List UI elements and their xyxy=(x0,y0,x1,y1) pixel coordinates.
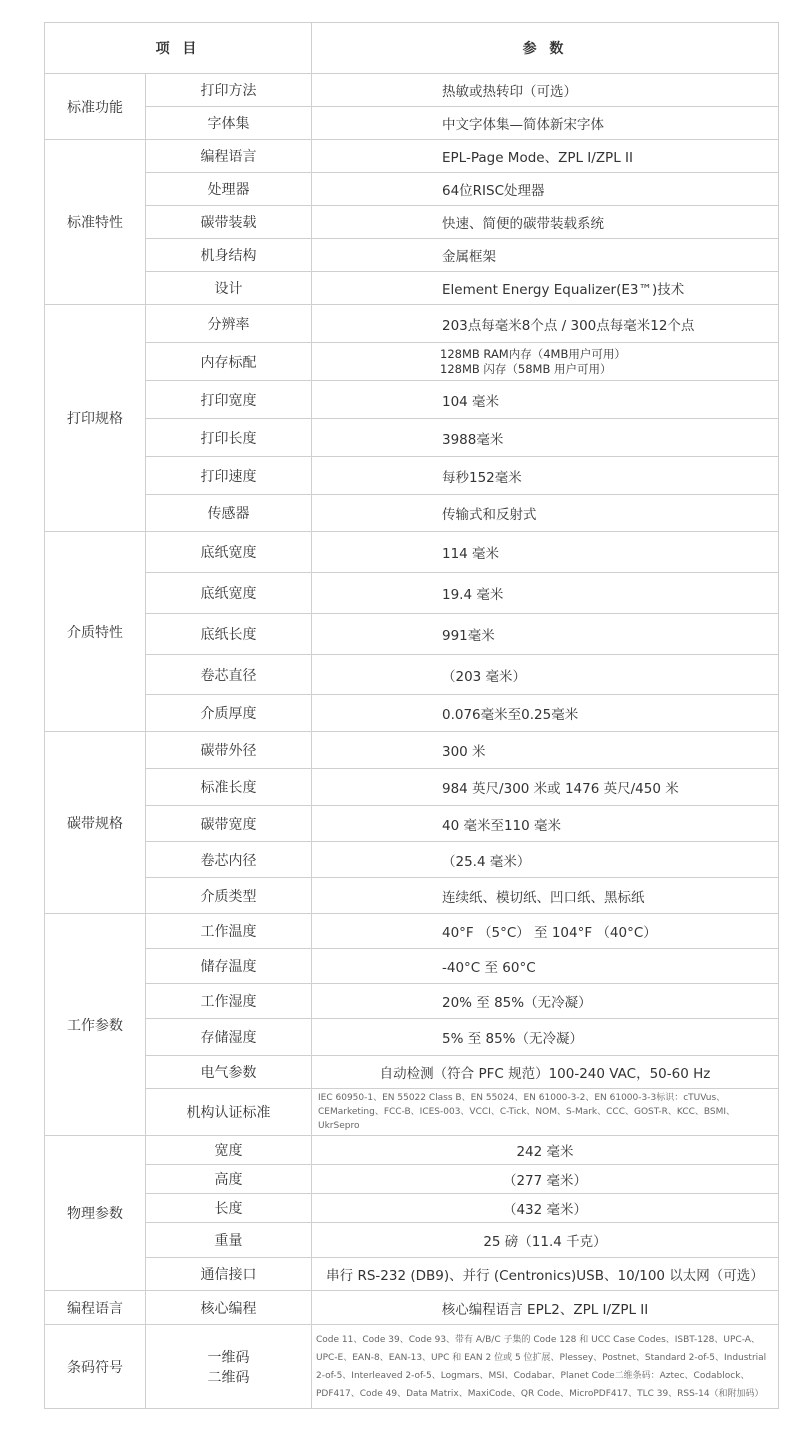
row-item: 机身结构 xyxy=(146,239,312,272)
row-item: 编程语言 xyxy=(146,140,312,173)
row-item: 分辨率 xyxy=(146,305,312,343)
table-row xyxy=(45,343,779,381)
group-label: 工作参数 xyxy=(45,914,146,1136)
row-value: 203点每毫米8个点 / 300点每毫米12个点 xyxy=(312,305,779,343)
row-item: 工作湿度 xyxy=(146,984,312,1019)
memory-line-ram: 128MB RAM内存（4MB用户可用） xyxy=(440,346,626,361)
table-row xyxy=(45,949,779,984)
table-row xyxy=(45,1165,779,1194)
memory-line-flash: 128MB 闪存（58MB 用户可用） xyxy=(440,361,612,376)
table-row xyxy=(45,655,779,695)
row-value: 300 米 xyxy=(312,732,779,769)
table-row xyxy=(45,1019,779,1056)
row-item: 设计 xyxy=(146,272,312,305)
table-row xyxy=(45,1056,779,1089)
row-item: 卷芯直径 xyxy=(146,655,312,695)
row-item: 打印速度 xyxy=(146,457,312,495)
row-value: IEC 60950-1、EN 55022 Class B、EN 55024、EN 61000-3-2、EN 61000-3-3标识：cTUVus、CEMarketing、FCC-B、ICES-003、VCCI、C-Tick、NOM、S-Mark、CCC、GOST-R、KCC、BSMI、UkrSepro xyxy=(312,1089,779,1136)
row-item: 高度 xyxy=(146,1165,312,1194)
group-label: 介质特性 xyxy=(45,532,146,732)
row-value: Code 11、Code 39、Code 93、带有 A/B/C 子集的 Code 128 和 UCC Case Codes、ISBT-128、UPC-A、UPC-E、EAN-8、EAN-13、UPC 和 EAN 2 位或 5 位扩展、Plessey、Postnet、Standard 2-of-5、Industrial 2-of-5、Interleaved 2-of-5、Logmars、MSI、Codabar、Planet Code二维条码：Aztec、Codablock、PDF417、Code 49、Data Matrix、MaxiCode、QR Code、MicroPDF417、TLC 39、RSS-14（和附加码） xyxy=(312,1325,779,1409)
row-item: 打印方法 xyxy=(146,74,312,107)
table-row xyxy=(45,732,779,769)
row-item: 重量 xyxy=(146,1223,312,1258)
row-value: 快速、简便的碳带装载系统 xyxy=(312,206,779,239)
table-row xyxy=(45,305,779,343)
table-row xyxy=(45,239,779,272)
row-value: 40°F （5°C） 至 104°F （40°C） xyxy=(312,914,779,949)
row-value: 3988毫米 xyxy=(312,419,779,457)
row-value: 5% 至 85%（无冷凝） xyxy=(312,1019,779,1056)
row-item: 碳带外径 xyxy=(146,732,312,769)
row-item: 介质厚度 xyxy=(146,695,312,732)
row-value: Element Energy Equalizer(E3™)技术 xyxy=(312,272,779,305)
row-value xyxy=(312,343,779,381)
group-label: 标准特性 xyxy=(45,140,146,305)
row-value: 114 毫米 xyxy=(312,532,779,573)
table-row xyxy=(45,769,779,806)
row-item: 底纸宽度 xyxy=(146,573,312,614)
table-row xyxy=(45,1089,779,1136)
table-row xyxy=(45,878,779,914)
group-label: 标准功能 xyxy=(45,74,146,140)
row-item: 储存温度 xyxy=(146,949,312,984)
row-value: 242 毫米 xyxy=(312,1136,779,1165)
row-value: 991毫米 xyxy=(312,614,779,655)
row-value: 中文字体集—简体新宋字体 xyxy=(312,107,779,140)
row-value: 串行 RS-232 (DB9)、并行 (Centronics)USB、10/100 以太网（可选） xyxy=(312,1258,779,1291)
row-item: 传感器 xyxy=(146,495,312,532)
table-row xyxy=(45,573,779,614)
row-item: 工作温度 xyxy=(146,914,312,949)
row-value: 64位RISC处理器 xyxy=(312,173,779,206)
group-label: 编程语言 xyxy=(45,1291,146,1325)
table-row xyxy=(45,806,779,842)
header-param: 参 数 xyxy=(312,23,779,74)
row-item: 标准长度 xyxy=(146,769,312,806)
row-item: 打印长度 xyxy=(146,419,312,457)
table-row xyxy=(45,1325,779,1409)
table-row xyxy=(45,1194,779,1223)
row-item: 卷芯内径 xyxy=(146,842,312,878)
row-item: 介质类型 xyxy=(146,878,312,914)
row-item: 长度 xyxy=(146,1194,312,1223)
header-item: 项 目 xyxy=(45,23,312,74)
row-value: （277 毫米） xyxy=(312,1165,779,1194)
table-row xyxy=(45,1258,779,1291)
row-value: 金属框架 xyxy=(312,239,779,272)
row-item: 底纸宽度 xyxy=(146,532,312,573)
row-value: 25 磅（11.4 千克） xyxy=(312,1223,779,1258)
row-value: 40 毫米至110 毫米 xyxy=(312,806,779,842)
row-value: 热敏或热转印（可选） xyxy=(312,74,779,107)
group-label: 打印规格 xyxy=(45,305,146,532)
barcode-2d-label: 二维码 xyxy=(207,1369,250,1386)
row-item: 碳带装载 xyxy=(146,206,312,239)
group-label: 碳带规格 xyxy=(45,732,146,914)
table-row xyxy=(45,614,779,655)
table-row xyxy=(45,532,779,573)
row-item: 碳带宽度 xyxy=(146,806,312,842)
row-item: 打印宽度 xyxy=(146,381,312,419)
row-item: 内存标配 xyxy=(146,343,312,381)
row-value: 20% 至 85%（无冷凝） xyxy=(312,984,779,1019)
row-value: 连续纸、模切纸、凹口纸、黑标纸 xyxy=(312,878,779,914)
row-value: 19.4 毫米 xyxy=(312,573,779,614)
table-row xyxy=(45,173,779,206)
table-row xyxy=(45,984,779,1019)
table-row xyxy=(45,419,779,457)
row-value: 104 毫米 xyxy=(312,381,779,419)
table-row xyxy=(45,272,779,305)
table-row xyxy=(45,914,779,949)
table-row xyxy=(45,457,779,495)
row-value: 自动检测（符合 PFC 规范）100-240 VAC，50-60 Hz xyxy=(312,1056,779,1089)
barcode-1d-label: 一维码 xyxy=(207,1349,250,1366)
table-row xyxy=(45,381,779,419)
row-item: 核心编程 xyxy=(146,1291,312,1325)
row-value: （432 毫米） xyxy=(312,1194,779,1223)
row-value: （25.4 毫米） xyxy=(312,842,779,878)
row-item: 存储湿度 xyxy=(146,1019,312,1056)
row-value: 核心编程语言 EPL2、ZPL I/ZPL II xyxy=(312,1291,779,1325)
row-value: 每秒152毫米 xyxy=(312,457,779,495)
table-row xyxy=(45,74,779,107)
table-row xyxy=(45,1136,779,1165)
header-row xyxy=(45,23,779,74)
row-item xyxy=(146,1325,312,1409)
row-item: 通信接口 xyxy=(146,1258,312,1291)
group-label: 物理参数 xyxy=(45,1136,146,1291)
row-value: EPL-Page Mode、ZPL I/ZPL II xyxy=(312,140,779,173)
table-row xyxy=(45,695,779,732)
row-value: 0.076毫米至0.25毫米 xyxy=(312,695,779,732)
table-row xyxy=(45,140,779,173)
row-value: -40°C 至 60°C xyxy=(312,949,779,984)
row-item: 处理器 xyxy=(146,173,312,206)
row-item: 机构认证标准 xyxy=(146,1089,312,1136)
table-row xyxy=(45,107,779,140)
row-value: （203 毫米） xyxy=(312,655,779,695)
row-item: 宽度 xyxy=(146,1136,312,1165)
table-row xyxy=(45,842,779,878)
table-row xyxy=(45,1223,779,1258)
row-value: 传输式和反射式 xyxy=(312,495,779,532)
spec-table xyxy=(44,22,779,1409)
table-row xyxy=(45,1291,779,1325)
row-item: 字体集 xyxy=(146,107,312,140)
row-item: 电气参数 xyxy=(146,1056,312,1089)
table-row xyxy=(45,495,779,532)
group-label: 条码符号 xyxy=(45,1325,146,1409)
row-value: 984 英尺/300 米或 1476 英尺/450 米 xyxy=(312,769,779,806)
table-row xyxy=(45,206,779,239)
row-item: 底纸长度 xyxy=(146,614,312,655)
